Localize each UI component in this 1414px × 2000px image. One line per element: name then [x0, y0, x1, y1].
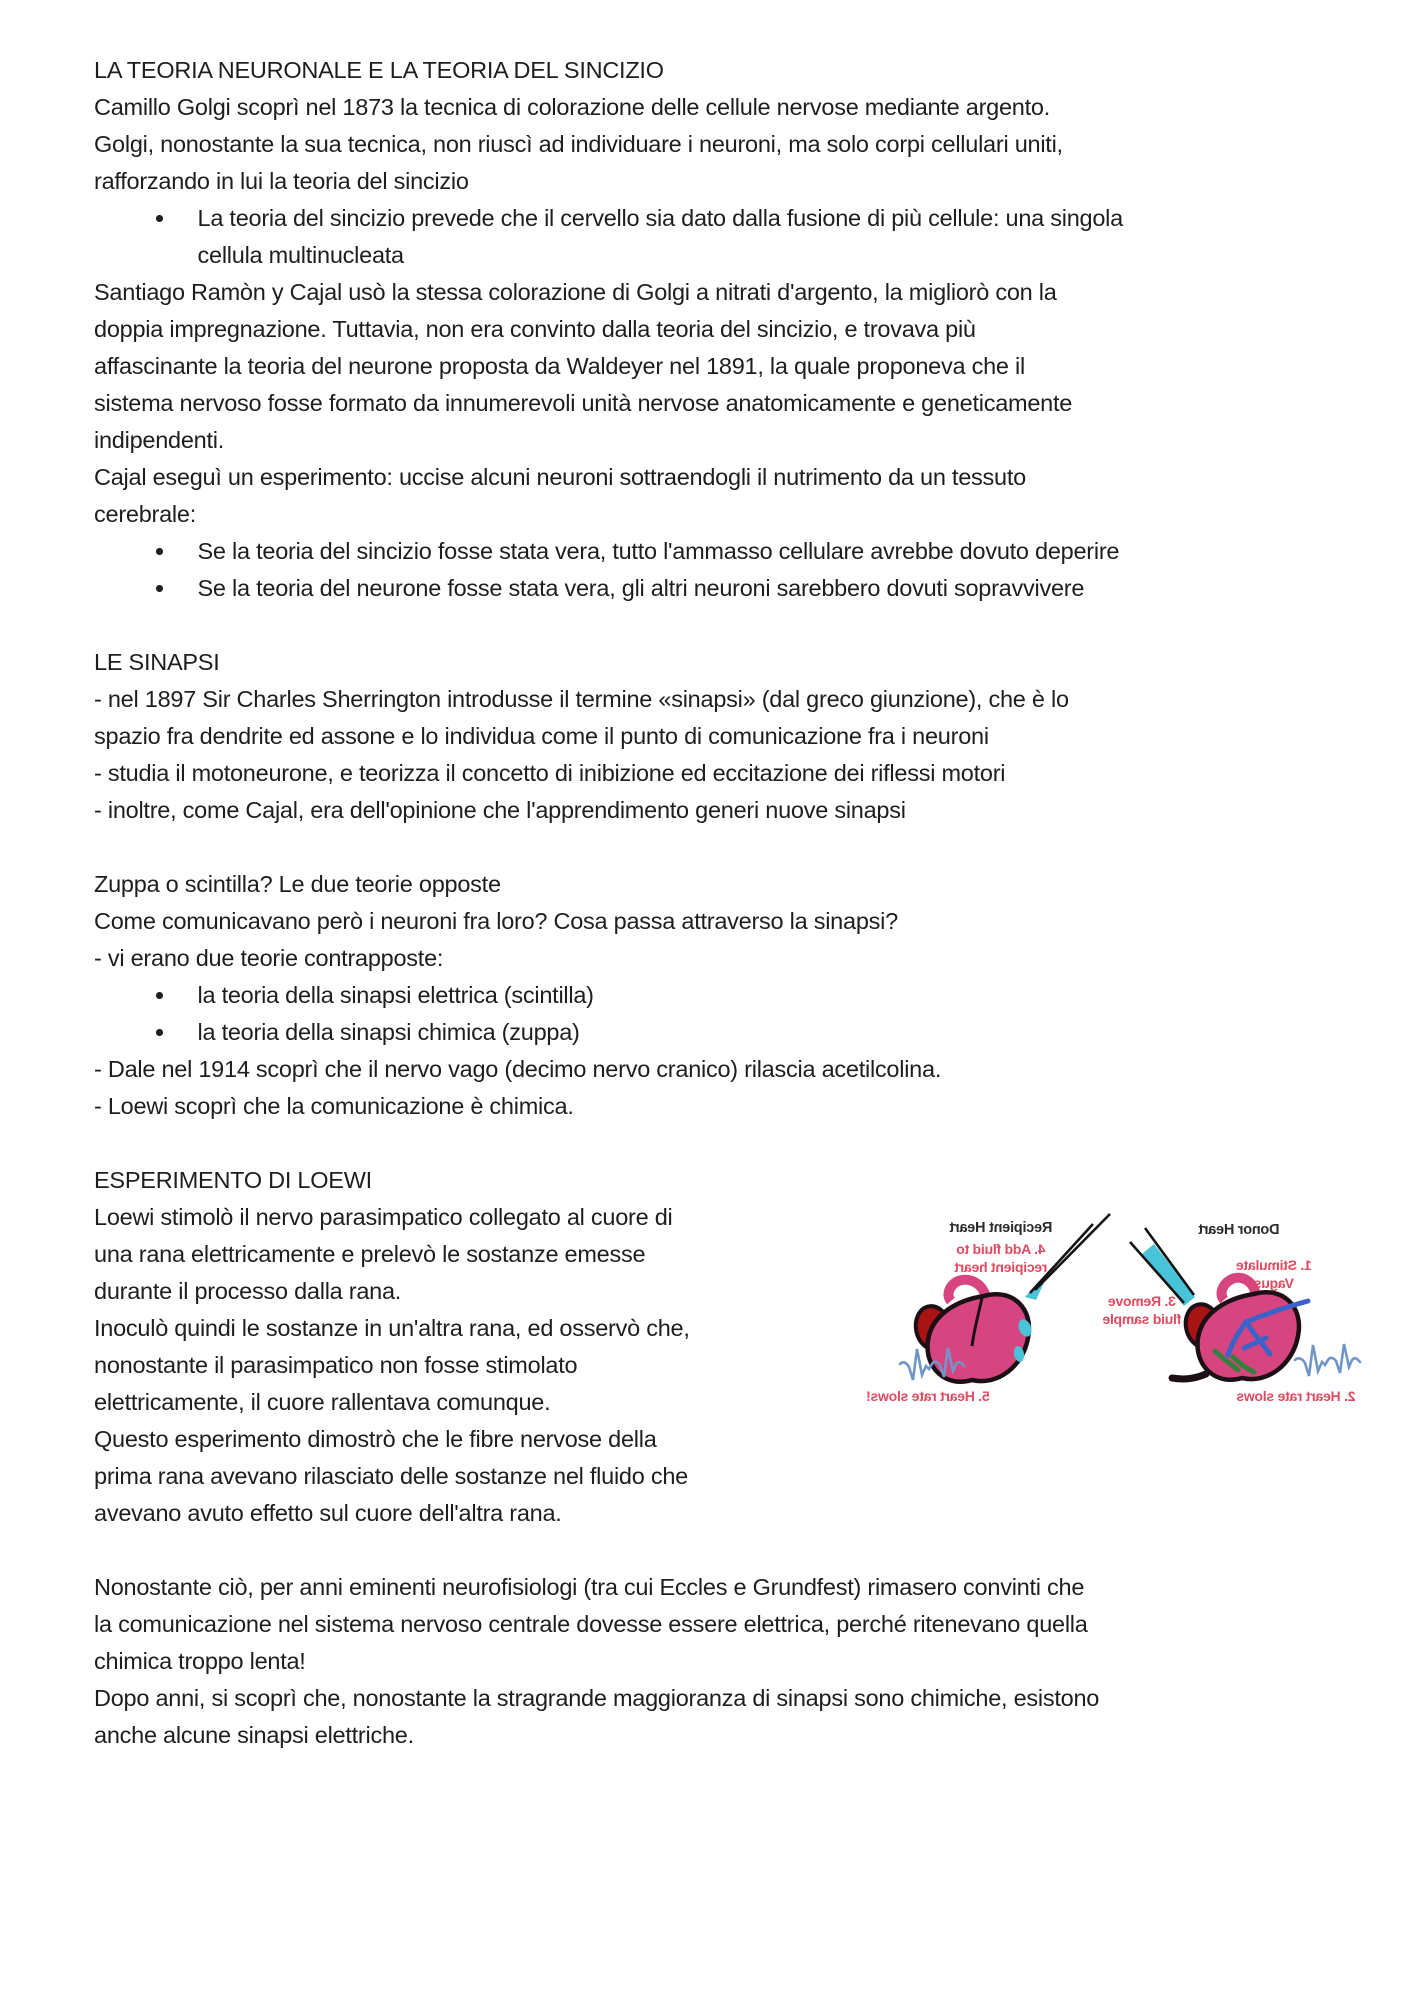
text-line: avevano avuto effetto sul cuore dell'altra rana. — [94, 1500, 562, 1526]
bullet-item — [94, 200, 1414, 274]
text-line: Se la teoria del sincizio fosse stata vera, tutto l'ammasso cellulare avrebbe dovuto deperire — [197, 538, 1120, 564]
bullet-item — [94, 977, 1414, 1014]
section-heading-esperimento-di-loewi: ESPERIMENTO DI LOEWI — [94, 1167, 372, 1193]
section-heading-le-sinapsi: LE SINAPSI — [94, 649, 220, 675]
text-line: Loewi stimolò il nervo parasimpatico collegato al cuore di — [94, 1204, 673, 1230]
donor-heart-group — [1102, 1222, 1360, 1404]
text-line: doppia impregnazione. Tuttavia, non era convinto dalla teoria del sincizio, e trovava più — [94, 316, 976, 342]
text-line: - studia il motoneurone, e teorizza il concetto di inibizione ed eccitazione dei riflessi motori — [94, 760, 1006, 786]
bullet-icon — [156, 215, 163, 222]
text-line: Inoculò quindi le sostanze in un'altra rana, ed osservò che, — [94, 1315, 690, 1341]
text-line: - Loewi scoprì che la comunicazione è chimica. — [94, 1093, 574, 1119]
text-line: rafforzando in lui la teoria del sincizio — [94, 168, 469, 194]
text-line: Come comunicavano però i neuroni fra loro? Cosa passa attraverso la sinapsi? — [94, 908, 898, 934]
text-line: la teoria della sinapsi elettrica (scintilla) — [197, 982, 594, 1008]
text-line: Golgi, nonostante la sua tecnica, non riuscì ad individuare i neuroni, ma solo corpi cellulari uniti, — [94, 131, 1063, 157]
text-line: cerebrale: — [94, 501, 196, 527]
text-line: spazio fra dendrite ed assone e lo individua come il punto di comunicazione fra i neuroni — [94, 723, 989, 749]
section-heading-teoria-neuronale: LA TEORIA NEURONALE E LA TEORIA DEL SINCIZIO — [94, 57, 664, 83]
text-line: affascinante la teoria del neurone proposta da Waldeyer nel 1891, la quale proponeva che il — [94, 353, 1025, 379]
donor-ecg-wave-icon — [1295, 1344, 1360, 1376]
bullet-icon — [156, 585, 163, 592]
bullet-item — [94, 1014, 1414, 1051]
text-line: La teoria del sincizio prevede che il cervello sia dato dalla fusione di più cellule: una singola — [197, 205, 1123, 231]
text-line: - vi erano due teorie contrapposte: — [94, 945, 444, 971]
text-line: elettricamente, il cuore rallentava comunque. — [94, 1389, 551, 1415]
text-line: - nel 1897 Sir Charles Sherrington introdusse il termine «sinapsi» (dal greco giunzione), che è lo — [94, 686, 1069, 712]
donor-heart-rate-label: 2. Heart rate slows — [1236, 1388, 1356, 1404]
bullet-item — [94, 570, 1414, 607]
recipient-heart-shape — [928, 1294, 1029, 1382]
text-line: Camillo Golgi scoprì nel 1873 la tecnica di colorazione delle cellule nervose mediante argento. — [94, 94, 1050, 120]
stimulate-vagus-label: 1. Stimulate — [1236, 1257, 1312, 1273]
text-line: - Dale nel 1914 scoprì che il nervo vago (decimo nervo cranico) rilascia acetilcolina. — [94, 1056, 942, 1082]
blank-line — [94, 829, 1414, 866]
text-line: Se la teoria del neurone fosse stata vera, gli altri neuroni sarebbero dovuti sopravvivere — [197, 575, 1085, 601]
add-fluid-label: recipient heart — [954, 1259, 1048, 1275]
text-line: una rana elettricamente e prelevò le sostanze emesse — [94, 1241, 646, 1267]
bullet-icon — [156, 992, 163, 999]
text-line: chimica troppo lenta! — [94, 1648, 306, 1674]
text-line: Dopo anni, si scoprì che, nonostante la stragrande maggioranza di sinapsi sono chimiche, esistono — [94, 1685, 1100, 1711]
recipient-heart-label: Recipient Heart — [949, 1220, 1053, 1236]
text-line: Cajal eseguì un esperimento: uccise alcuni neuroni sottraendogli il nutrimento da un tessuto — [94, 464, 1026, 490]
text-line: durante il processo dalla rana. — [94, 1278, 402, 1304]
text-line: la teoria della sinapsi chimica (zuppa) — [197, 1019, 580, 1045]
section-heading-zuppa-o-scintilla: Zuppa o scintilla? Le due teorie opposte — [94, 871, 501, 897]
text-line: cellula multinucleata — [197, 242, 404, 268]
text-line: Nonostante ciò, per anni eminenti neurofisiologi (tra cui Eccles e Grundfest) rimasero convinti che — [94, 1574, 1085, 1600]
add-fluid-label: 4. Add fluid to — [956, 1241, 1046, 1257]
text-line: Questo esperimento dimostrò che le fibre nervose della — [94, 1426, 657, 1452]
remove-fluid-label: 3. Remove — [1108, 1293, 1176, 1309]
bullet-icon — [156, 1029, 163, 1036]
recipient-heart-rate-label: 5. Heart rate slows! — [866, 1388, 990, 1404]
text-line: la comunicazione nel sistema nervoso centrale dovesse essere elettrica, perché ritenevano quella — [94, 1611, 1088, 1637]
text-line: anche alcune sinapsi elettriche. — [94, 1722, 414, 1748]
remove-fluid-label: fluid sample — [1102, 1311, 1182, 1327]
text-line: indipendenti. — [94, 427, 225, 453]
recipient-heart-group — [866, 1214, 1110, 1404]
text-line: Santiago Ramòn y Cajal usò la stessa colorazione di Golgi a nitrati d'argento, la migliorò con la — [94, 279, 1057, 305]
bullet-icon — [156, 548, 163, 555]
text-line: - inoltre, come Cajal, era dell'opinione che l'apprendimento generi nuove sinapsi — [94, 797, 906, 823]
stimulate-vagus-label: Vagus — [1254, 1275, 1294, 1291]
text-line: prima rana avevano rilasciato delle sostanze nel fluido che — [94, 1463, 688, 1489]
bullet-item — [94, 533, 1414, 570]
text-line: sistema nervoso fosse formato da innumerevoli unità nervose anatomicamente e geneticamente — [94, 390, 1073, 416]
donor-vessel — [1172, 1374, 1206, 1379]
loewi-experiment-diagram — [860, 1202, 1366, 1408]
loewi-experiment-figure — [860, 1202, 1366, 1408]
blank-line — [94, 607, 1414, 644]
text-line: nonostante il parasimpatico non fosse stimolato — [94, 1352, 578, 1378]
blank-line — [94, 1125, 1414, 1162]
blank-line — [94, 1532, 1414, 1569]
donor-heart-label: Donor Heart — [1198, 1222, 1280, 1238]
